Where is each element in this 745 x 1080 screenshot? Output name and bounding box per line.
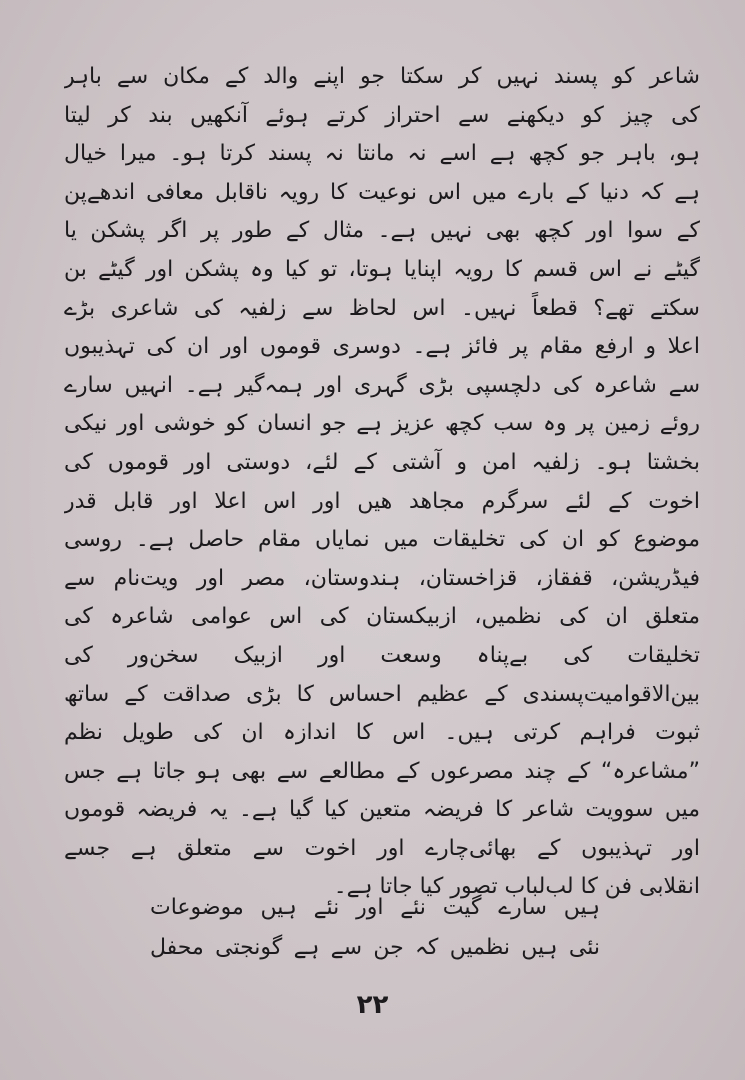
text-line: اخوت کے لئے سرگرم مجاھد ھیں اور اس اعلا اور قابل قدر [64,488,700,514]
text-line: شاعر کو پسند نہیں کر سکتا جو اپنے والد کے مکان سے باہر [64,64,700,89]
text-line: گیٹے نے اس قسم کا رویہ اپنایا ہوتا، تو کیا وہ پشکن اور گیٹے بن [64,256,700,282]
text-line: سکتے تھے؟ قطعاً نہیں۔ اس لحاظ سے زلفیہ کی شاعری بڑے [64,295,700,321]
verse-couplet [150,888,600,968]
text-line: موضوع کو ان کی تخلیقات میں نمایاں مقام حاصل ہے۔ روسی [64,527,700,553]
text-line: بین‌الاقوامیت‌پسندی کے عظیم احساس کا بڑی صداقت کے ساتھ [64,681,700,707]
text-line: میں سوویت شاعر کا فریضہ متعین کیا گیا ہے۔ یہ فریضہ قوموں [64,797,700,823]
verse-line: نئی ہیں نظمیں کہ جن سے ہے گونجتی محفل [150,935,600,960]
text-line: ہے کہ دنیا کے بارے میں اس نوعیت کا رویہ ناقابل معافی اندھےپن [64,179,700,205]
text-line: سے شاعرہ کی دلچسپی بڑی گہری اور ہمہ‌گیر ہے۔ انہیں سارے [64,372,700,398]
text-line: متعلق ان کی نظمیں، ازبیکستان کی اس عوامی شاعرہ کی [64,604,700,630]
text-line: ثبوت فراہم کرتی ہیں۔ اس کا اندازہ ان کی طویل نظم [64,720,700,746]
text-line: ”مشاعرہ“ کے چند مصرعوں کے مطالعے سے بھی ہو جاتا ہے جس [64,758,700,784]
verse-line: ہیں سارے گیت نئے اور نئے ہیں موضوعات [150,895,600,920]
text-line: فیڈریشن، قفقاز، قزاخستان، ہندوستان، مصر اور ویت‌نام سے [64,565,700,591]
text-line: اعلا و ارفع مقام پر فائز ہے۔ دوسری قوموں اور ان کی تہذیبوں [64,334,700,360]
text-line: کے سوا اور کچھ بھی نہیں ہے۔ مثال کے طور پر اگر پشکن یا [64,218,700,244]
text-line: روئے زمین پر وہ سب کچھ عزیز ہے جو انسان کو خوشی اور نیکی [64,411,700,437]
text-line: ہو، باہر جو کچھ ہے اسے نہ مانتا نہ پسند کرتا ہو۔ میرا خیال [64,141,700,167]
paragraph [64,58,700,907]
text-line-last: انقلابی فن کا لب‌لباب تصور کیا جاتا ہے۔ [333,874,700,900]
text-line: اور تہذیبوں کے بھائی‌چارے اور اخوت سے متعلق ہے جسے [64,835,700,861]
text-line: تخلیقات کی بےپناہ وسعت اور ازبیک سخن‌ور کی [64,642,700,668]
text-line: بخشتا ہو۔ زلفیہ امن و آشتی کے لئے، دوستی اور قوموں کی [64,449,700,475]
page-number: ۲۲ [356,990,389,1020]
text-line: کی چیز کو دیکھنے سے احتراز کرتے ہوئے آنکھیں بند کر لیتا [64,102,700,128]
